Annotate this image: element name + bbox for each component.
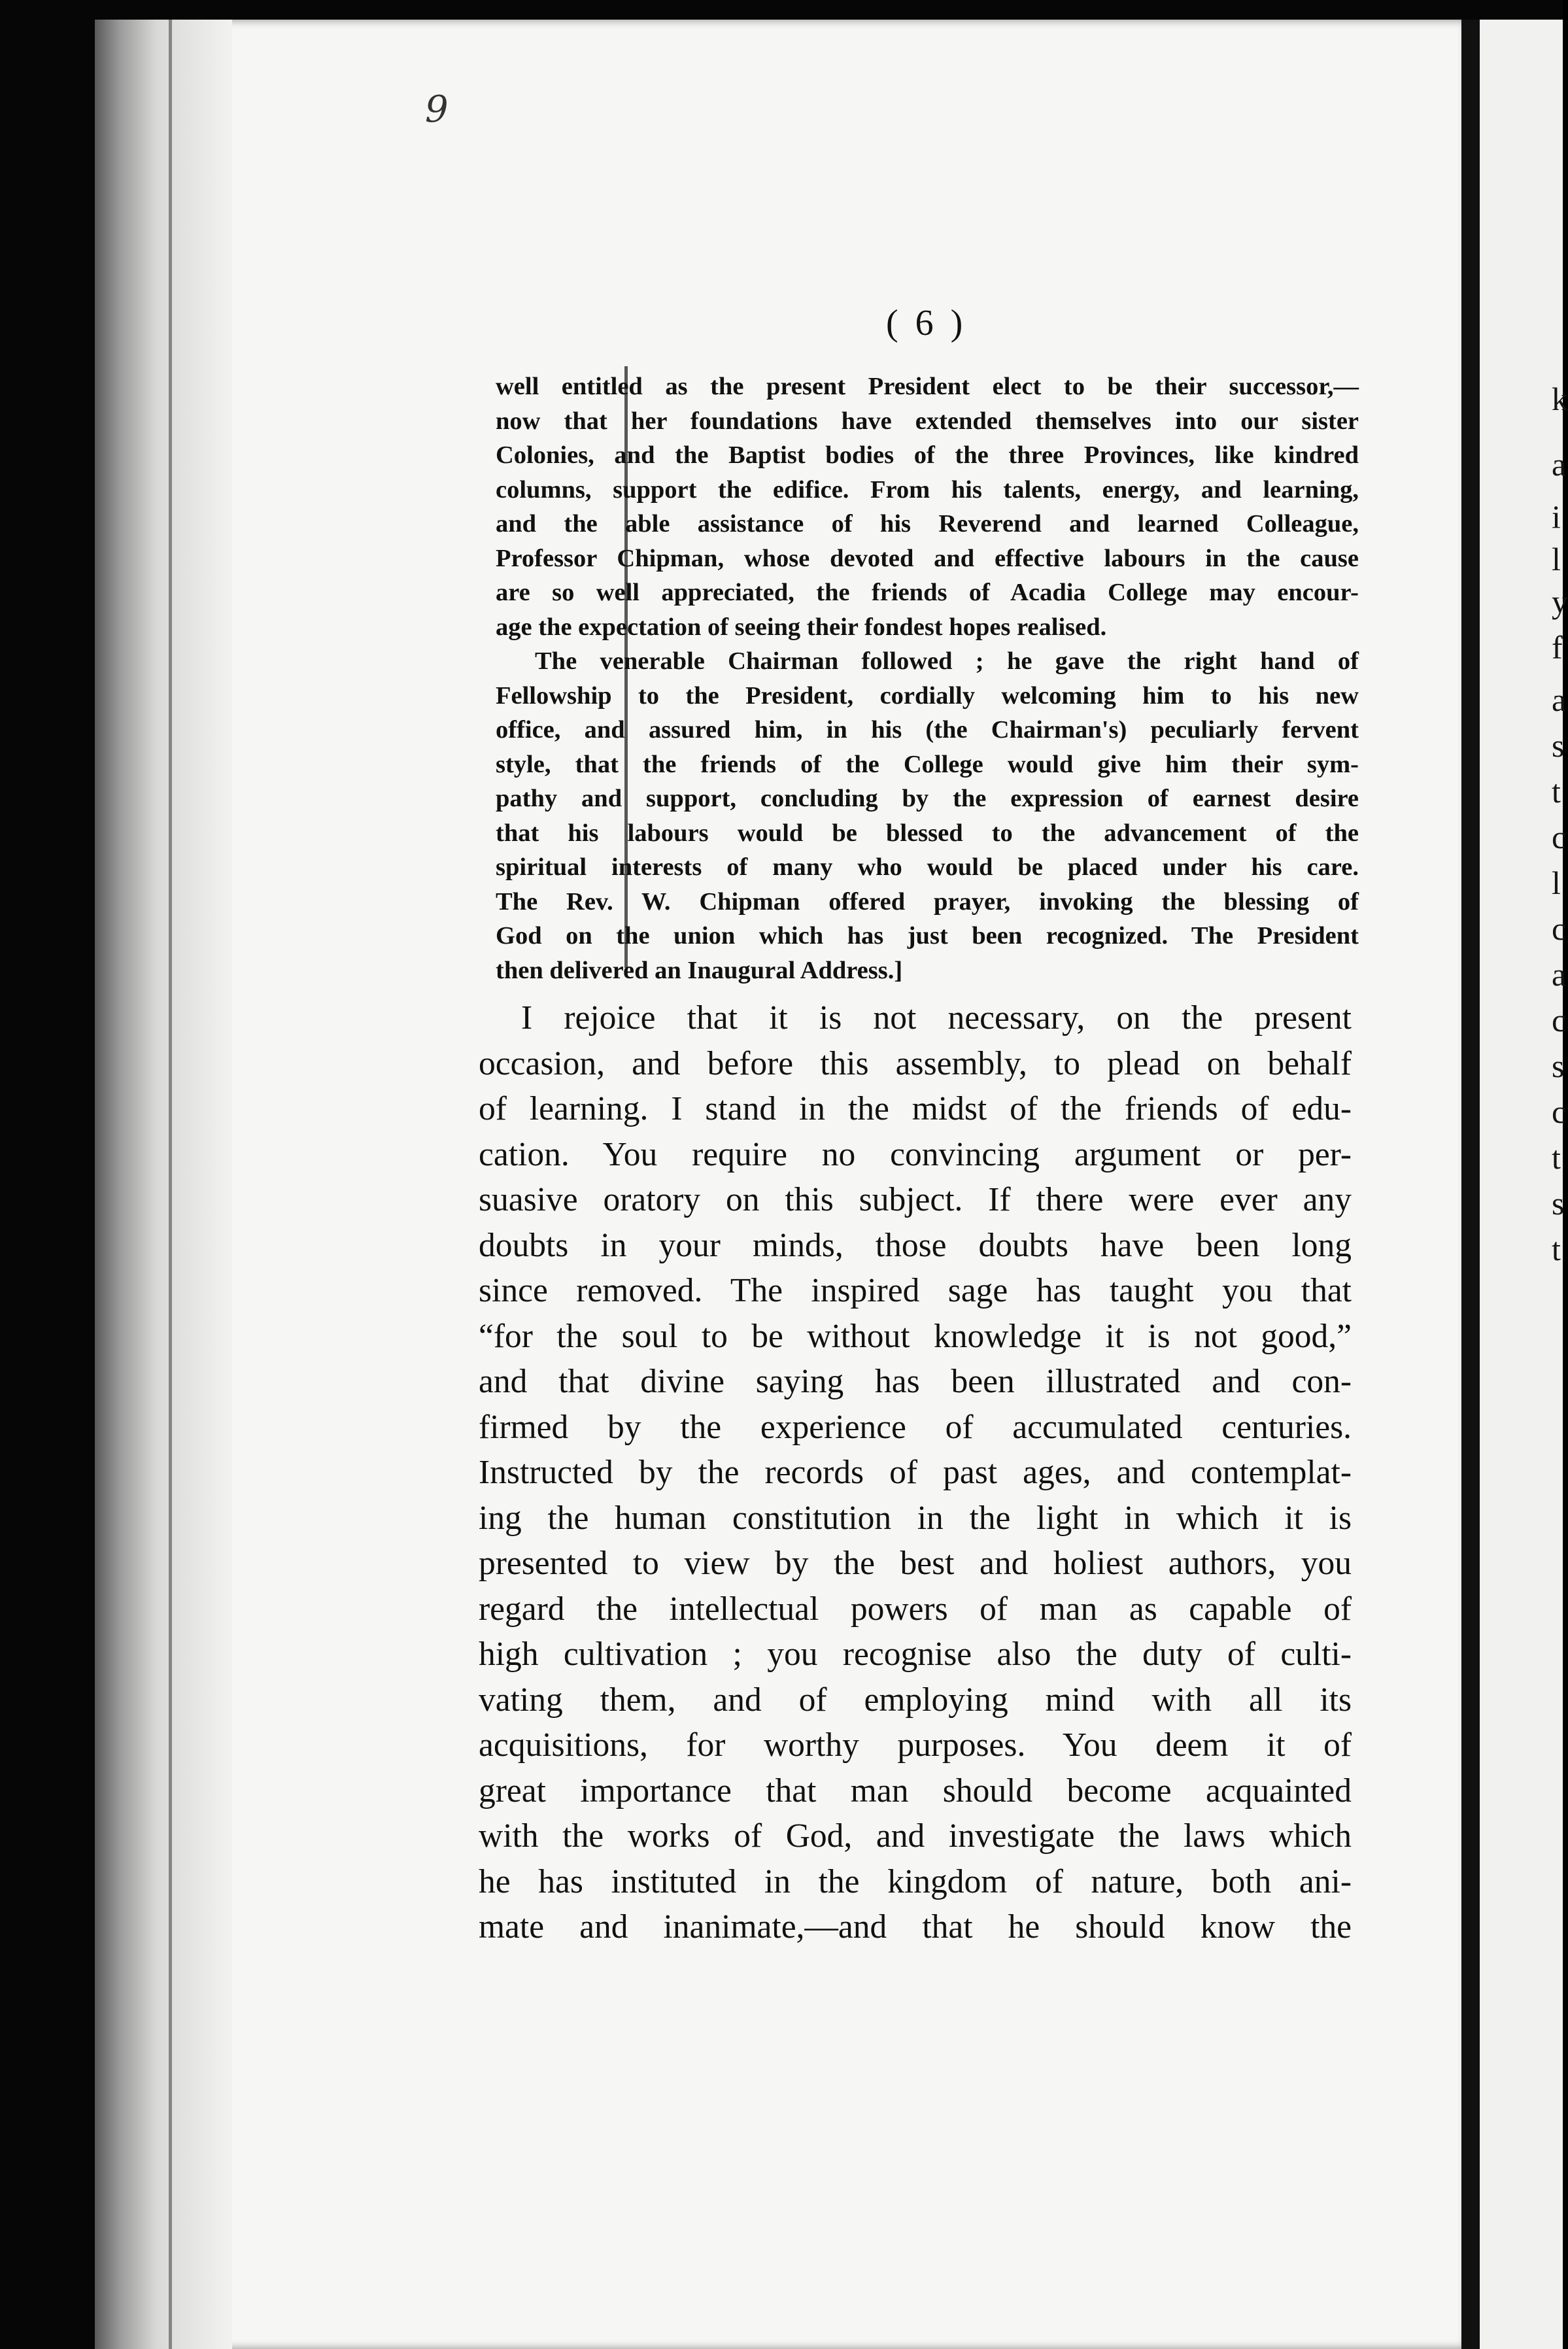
address-line: presented to view by the best and holiest authors, you: [479, 1545, 1352, 1582]
next-page-letter: l: [1552, 865, 1561, 901]
intro-line: God on the union which has just been recognized. The President: [496, 922, 1359, 950]
next-page-letter: c: [1552, 1093, 1567, 1130]
next-page-letter: t: [1552, 1231, 1561, 1267]
intro-line: are so well appreciated, the friends of Acadia College may encour-: [496, 579, 1359, 606]
next-page-letter: a: [1552, 446, 1567, 483]
address-line: and that divine saying has been illustrated and con-: [479, 1363, 1352, 1400]
address-line: high cultivation ; you recognise also the duty of culti-: [479, 1636, 1352, 1673]
pencil-page-mark: 9: [425, 88, 449, 131]
page-number: ( 6 ): [886, 303, 967, 343]
address-line: I rejoice that it is not necessary, on the present: [521, 999, 1352, 1037]
next-page-letter: a: [1552, 681, 1567, 718]
address-line: mate and inanimate,—and that he should know the: [479, 1908, 1352, 1946]
intro-paragraphs: [496, 369, 1359, 987]
intro-line: and the able assistance of his Reverend and learned Colleague,: [496, 510, 1359, 538]
address-line: occasion, and before this assembly, to plead on behalf: [479, 1044, 1352, 1082]
intro-line: well entitled as the present President elect to be their successor,—: [496, 373, 1359, 400]
address-line: “for the soul to be without knowledge it is not good,”: [479, 1317, 1352, 1355]
address-line: vating them, and of employing mind with all its: [479, 1681, 1352, 1719]
address-line: with the works of God, and investigate the laws which: [479, 1817, 1352, 1855]
address-line: regard the intellectual powers of man as capable of: [479, 1590, 1352, 1628]
address-line: of learning. I stand in the midst of the friends of edu-: [479, 1090, 1352, 1127]
address-line: firmed by the experience of accumulated centuries.: [479, 1408, 1352, 1446]
address-line: doubts in your minds, those doubts have been long: [479, 1226, 1352, 1264]
address-line: he has instituted in the kingdom of nature, both ani-: [479, 1862, 1352, 1900]
next-page-letter: s: [1552, 1185, 1565, 1222]
intro-line: then delivered an Inaugural Address.]: [496, 956, 903, 984]
next-page-letter: y: [1552, 583, 1568, 620]
address-line: cation. You require no convincing argument or per-: [479, 1135, 1352, 1173]
address-paragraph: [479, 995, 1352, 1950]
next-page-letter: c: [1552, 1002, 1567, 1038]
intro-line: columns, support the edifice. From his talents, energy, and learning,: [496, 475, 1359, 504]
next-page-letter: k: [1552, 381, 1568, 417]
intro-line: The venerable Chairman followed ; he gave the right hand of: [535, 647, 1359, 675]
next-page-letter: a: [1552, 956, 1567, 993]
next-page-letter: c: [1552, 910, 1567, 947]
address-line: suasive oratory on this subject. If there were ever any: [479, 1181, 1352, 1218]
fold-line: [169, 20, 172, 2349]
left-page-edge: [95, 20, 232, 2349]
next-page-letter: f: [1552, 629, 1563, 666]
intro-line: style, that the friends of the College would give him their sym-: [496, 750, 1359, 778]
next-page-letter: s: [1552, 1048, 1565, 1084]
next-page-letter: t: [1552, 773, 1561, 810]
intro-line: The Rev. W. Chipman offered prayer, invoking the blessing of: [496, 887, 1359, 916]
intro-line: Colonies, and the Baptist bodies of the three Provinces, like kindred: [496, 441, 1359, 469]
intro-line: pathy and support, concluding by the expression of earnest desire: [496, 785, 1359, 812]
intro-line: Professor Chipman, whose devoted and effective labours in the cause: [496, 544, 1359, 572]
next-page-letter: l: [1552, 541, 1561, 577]
page-gutter: [1461, 20, 1480, 2349]
address-line: Instructed by the records of past ages, and contemplat-: [479, 1454, 1352, 1491]
next-page-letter: c: [1552, 819, 1567, 855]
intro-line: now that her foundations have extended themselves into our sister: [496, 407, 1359, 435]
next-page-letter: s: [1552, 727, 1565, 764]
address-line: acquisitions, for worthy purposes. You deem it of: [479, 1726, 1352, 1764]
next-page-letter: t: [1552, 1139, 1561, 1176]
intro-line: office, and assured him, in his (the Chairman's) peculiarly fervent: [496, 716, 1359, 744]
intro-line: that his labours would be blessed to the advancement of the: [496, 819, 1359, 847]
address-line: great importance that man should become acquainted: [479, 1772, 1352, 1809]
address-line: ing the human constitution in the light in which it is: [479, 1499, 1352, 1537]
next-page-edge: [1480, 20, 1568, 2349]
next-page-letter: i: [1552, 498, 1561, 535]
intro-line: age the expectation of seeing their fondest hopes realised.: [496, 613, 1107, 641]
address-line: since removed. The inspired sage has taught you that: [479, 1272, 1352, 1309]
intro-line: spiritual interests of many who would be placed under his care.: [496, 853, 1359, 881]
intro-line: Fellowship to the President, cordially welcoming him to his new: [496, 681, 1359, 710]
